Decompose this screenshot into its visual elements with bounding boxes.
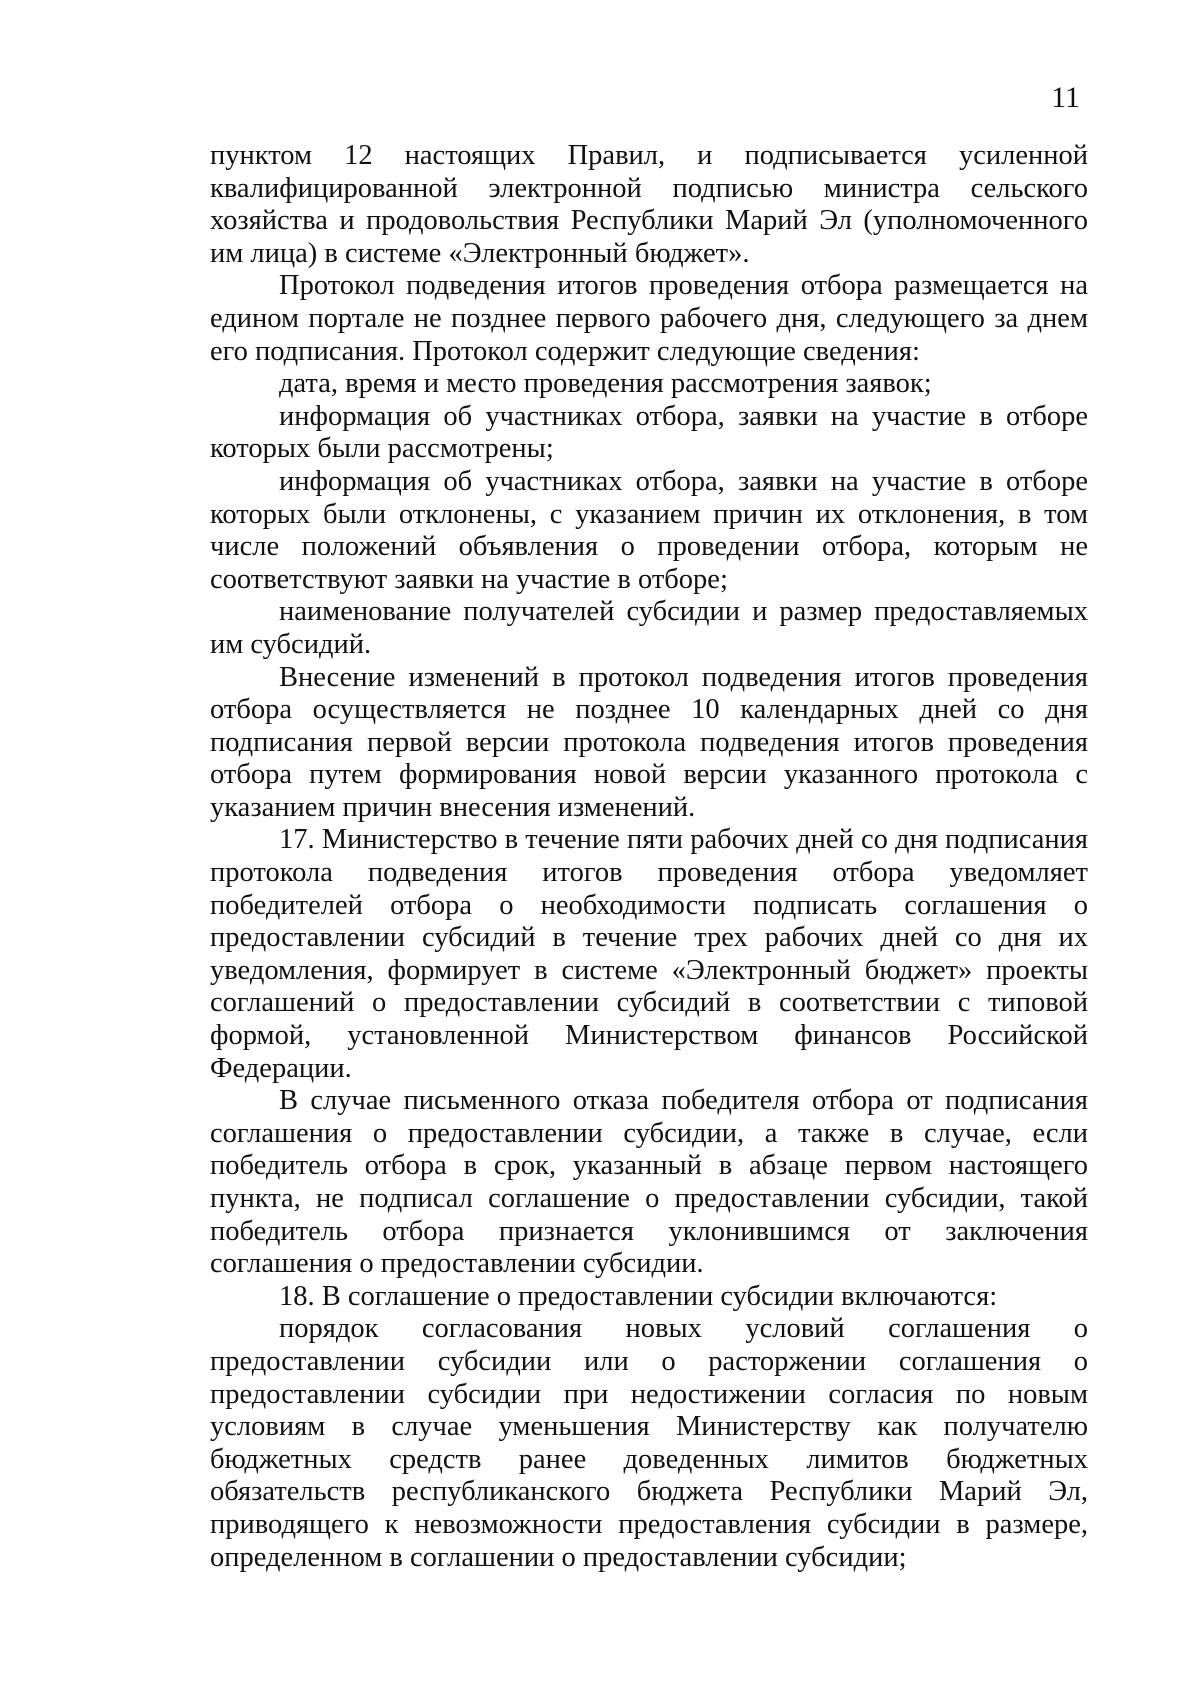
list-item-date-time-place: дата, время и место проведения рассмотрения заявок; (279, 368, 932, 400)
list-item-rejected-participants: информация об участниках отбора, заявки на участие в отборе которых были отклонены, с указанием причин их отклонения, в том числе положений объявления о проведении отбора, которым не соответствуют заявки на участие в отборе; (210, 465, 1088, 595)
page-number: 11 (1051, 81, 1080, 114)
list-item-considered-participants: информация об участниках отбора, заявки на участие в отборе которых были рассмотрены; (210, 400, 1088, 465)
paragraph-protocol-changes: Внесение изменений в протокол подведения итогов проведения отбора осуществляется не позднее 10 календарных дней со дня подписания первой версии протокола подведения итогов проведения отбора путем формирования новой версии указанного протокола с указанием причин внесения изменений. (210, 661, 1088, 823)
paragraph-agreement-terms: порядок согласования новых условий соглашения о предоставлении субсидии или о расторжении соглашения о предоставлении субсидии при недостижении согласия по новым условиям в случае уменьшения Министерству как получателю бюджетных средств ранее доведенных лимитов бюджетных обязательств республиканского бюджета Республики Марий Эл, приводящего к невозможности предоставления субсидии в размере, определенном в соглашении о предоставлении субсидии; (210, 1313, 1088, 1573)
paragraph-item-18: 18. В соглашение о предоставлении субсидии включаются: (279, 1280, 998, 1312)
paragraph-item-17: 17. Министерство в течение пяти рабочих дней со дня подписания протокола подведения итогов проведения отбора уведомляет победителей отбора о необходимости подписать соглашения о предоставлении субсидий в течение трех рабочих дней со дня их уведомления, формирует в системе «Электронный бюджет» проекты соглашений о предоставлении субсидий в соответствии с типовой формой, установленной Министерством финансов Российской Федерации. (210, 824, 1088, 1084)
list-item-recipients: наименование получателей субсидии и размер предоставляемых им субсидий. (210, 596, 1088, 660)
document-body (210, 140, 1088, 1574)
paragraph-protocol-publication: Протокол подведения итогов проведения отбора размещается на едином портале не позднее первого рабочего дня, следующего за днем его подписания. Протокол содержит следующие сведения: (210, 270, 1088, 367)
paragraph-continuation: пунктом 12 настоящих Правил, и подписывается усиленной квалифицированной электронной подписью министра сельского хозяйства и продовольствия Республики Марий Эл (уполномоченного им лица) в системе «Электронный бюджет». (210, 140, 1088, 269)
paragraph-refusal: В случае письменного отказа победителя отбора от подписания соглашения о предоставлении субсидии, а также в случае, если победитель отбора в срок, указанный в абзаце первом настоящего пункта, не подписал соглашение о предоставлении субсидии, такой победитель отбора признается уклонившимся от заключения соглашения о предоставлении субсидии. (210, 1085, 1088, 1280)
